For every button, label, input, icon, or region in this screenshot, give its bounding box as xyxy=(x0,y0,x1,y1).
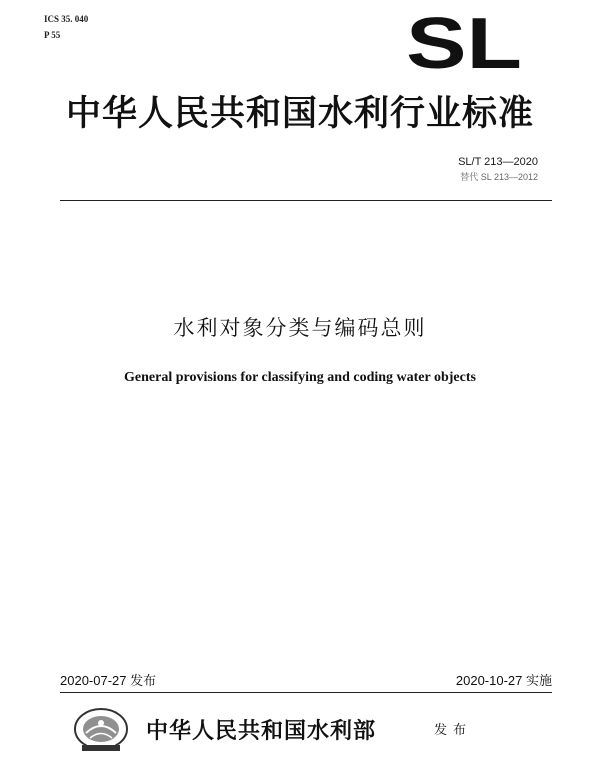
org-title: 中华人民共和国水利行业标准 xyxy=(65,93,534,134)
publish-label: 发布 xyxy=(434,723,473,738)
bottom-divider xyxy=(60,692,552,693)
replaces-standard: 替代 SL 213—2012 xyxy=(460,172,538,182)
standard-number: SL/T 213—2020 xyxy=(458,156,538,168)
document-title-en: General provisions for classifying and coding water objects xyxy=(124,370,476,385)
sl-logo-text: SL xyxy=(406,8,522,72)
ccs-code: P 55 xyxy=(44,30,61,40)
issuing-ministry: 中华人民共和国水利部 xyxy=(146,718,377,744)
ministry-seal-icon xyxy=(72,703,130,753)
sl-logo xyxy=(404,8,524,72)
implementation-date: 2020-10-27 实施 xyxy=(455,673,552,688)
document-title-cn: 水利对象分类与编码总则 xyxy=(173,316,427,340)
issue-date: 2020-07-27 发布 xyxy=(60,673,157,688)
ics-code: ICS 35. 040 xyxy=(44,14,89,24)
top-divider xyxy=(60,200,552,201)
